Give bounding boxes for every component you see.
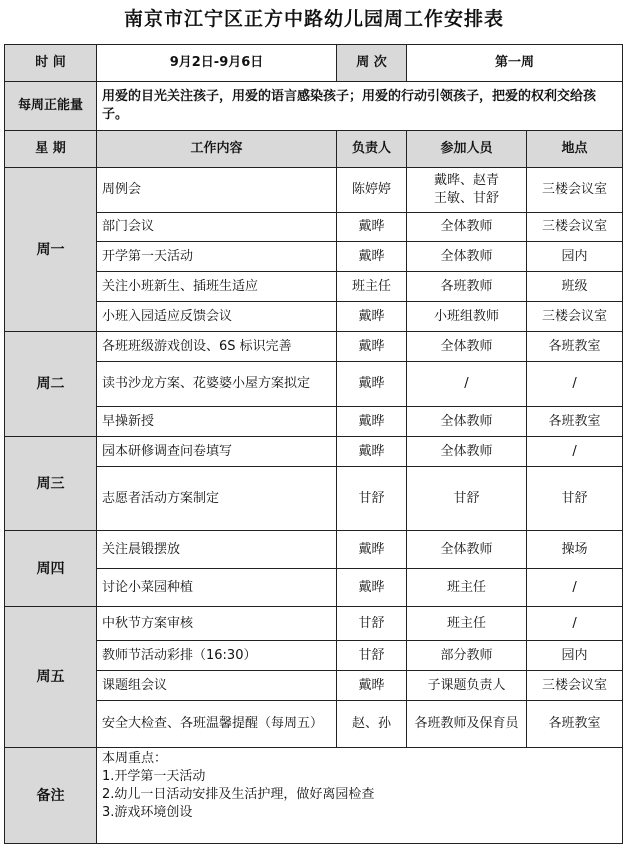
row-content: 各班班级游戏创设、6S 标识完善 <box>97 332 337 362</box>
row-content: 园本研修调查问卷填写 <box>97 437 337 467</box>
row-content: 课题组会议 <box>97 671 337 701</box>
row-owner: 戴晔 <box>337 242 407 272</box>
column-header-row <box>5 131 623 168</box>
row-owner: 戴晔 <box>337 302 407 332</box>
row-participants: 小班组教师 <box>407 302 527 332</box>
row-content: 读书沙龙方案、花婆婆小屋方案拟定 <box>97 362 337 407</box>
page-title: 南京市江宁区正方中路幼儿园周工作安排表 <box>123 8 504 30</box>
row-owner: 戴晔 <box>337 437 407 467</box>
energy-text: 用爱的目光关注孩子，用爱的语言感染孩子；用爱的行动引领孩子，把爱的权利交给孩子。 <box>97 82 623 131</box>
row-content: 讨论小菜园种植 <box>97 569 337 607</box>
energy-label: 每周正能量 <box>5 82 97 131</box>
row-content: 关注小班新生、插班生适应 <box>97 272 337 302</box>
row-participants: 全体教师 <box>407 531 527 569</box>
row-location: 各班教室 <box>527 332 623 362</box>
row-owner: 甘舒 <box>337 607 407 641</box>
table-row <box>5 407 623 437</box>
col-content: 工作内容 <box>97 131 337 168</box>
row-participants: 戴晔、赵青 王敏、甘舒 <box>407 168 527 213</box>
row-participants: 全体教师 <box>407 242 527 272</box>
row-location: 三楼会议室 <box>527 213 623 242</box>
table-row <box>5 531 623 569</box>
row-location: 园内 <box>527 641 623 671</box>
row-owner: 戴晔 <box>337 531 407 569</box>
row-participants: 全体教师 <box>407 332 527 362</box>
row-content: 关注晨锻摆放 <box>97 531 337 569</box>
row-content: 早操新授 <box>97 407 337 437</box>
week-label: 周 次 <box>337 45 407 82</box>
row-location: 三楼会议室 <box>527 302 623 332</box>
row-participants: 全体教师 <box>407 213 527 242</box>
row-owner: 赵、孙 <box>337 701 407 748</box>
row-content: 周例会 <box>97 168 337 213</box>
notes-heading: 本周重点： <box>102 751 168 766</box>
row-owner: 戴晔 <box>337 362 407 407</box>
table-row <box>5 168 623 213</box>
row-location: 甘舒 <box>527 467 623 531</box>
row-location: 三楼会议室 <box>527 671 623 701</box>
col-participants: 参加人员 <box>407 131 527 168</box>
row-participants: / <box>407 362 527 407</box>
table-row <box>5 641 623 671</box>
row-content: 部门会议 <box>97 213 337 242</box>
time-label: 时 间 <box>5 45 97 82</box>
row-participants: 全体教师 <box>407 407 527 437</box>
row-participants: 班主任 <box>407 607 527 641</box>
day-wednesday: 周三 <box>5 437 97 531</box>
row-location: 操场 <box>527 531 623 569</box>
notes-row <box>5 748 623 844</box>
notes-content <box>97 748 623 844</box>
row-owner: 陈婷婷 <box>337 168 407 213</box>
table-row <box>5 302 623 332</box>
table-row <box>5 569 623 607</box>
row-owner: 戴晔 <box>337 213 407 242</box>
header-row <box>5 45 623 82</box>
row-owner: 甘舒 <box>337 641 407 671</box>
notes-item: 1.开学第一天活动 <box>102 769 206 784</box>
row-owner: 戴晔 <box>337 332 407 362</box>
row-owner: 戴晔 <box>337 671 407 701</box>
table-row <box>5 437 623 467</box>
col-location: 地点 <box>527 131 623 168</box>
row-content: 教师节活动彩排（16:30） <box>97 641 337 671</box>
day-monday: 周一 <box>5 168 97 332</box>
table-row <box>5 701 623 748</box>
table-row <box>5 362 623 407</box>
row-location: / <box>527 362 623 407</box>
notes-item: 2.幼儿一日活动安排及生活护理，做好离园检查 <box>102 787 375 802</box>
row-location: 班级 <box>527 272 623 302</box>
row-owner: 戴晔 <box>337 569 407 607</box>
week-value: 第一周 <box>407 45 623 82</box>
day-friday: 周五 <box>5 607 97 748</box>
table-row <box>5 272 623 302</box>
row-location: / <box>527 569 623 607</box>
row-owner: 戴晔 <box>337 407 407 437</box>
row-participants: 班主任 <box>407 569 527 607</box>
row-content: 志愿者活动方案制定 <box>97 467 337 531</box>
day-thursday: 周四 <box>5 531 97 607</box>
table-row <box>5 467 623 531</box>
energy-row <box>5 82 623 131</box>
row-owner: 班主任 <box>337 272 407 302</box>
row-location: 园内 <box>527 242 623 272</box>
row-content: 中秋节方案审核 <box>97 607 337 641</box>
row-owner: 甘舒 <box>337 467 407 531</box>
notes-label: 备注 <box>5 748 97 844</box>
row-participants: 甘舒 <box>407 467 527 531</box>
row-participants: 全体教师 <box>407 437 527 467</box>
day-tuesday: 周二 <box>5 332 97 437</box>
row-content: 小班入园适应反馈会议 <box>97 302 337 332</box>
table-row <box>5 607 623 641</box>
col-day: 星 期 <box>5 131 97 168</box>
row-participants: 部分教师 <box>407 641 527 671</box>
row-location: 三楼会议室 <box>527 168 623 213</box>
notes-item: 3.游戏环境创设 <box>102 805 193 820</box>
row-participants: 各班教师及保育员 <box>407 701 527 748</box>
table-row <box>5 332 623 362</box>
table-row <box>5 242 623 272</box>
row-content: 开学第一天活动 <box>97 242 337 272</box>
table-row <box>5 671 623 701</box>
row-content: 安全大检查、各班温馨提醒（每周五） <box>97 701 337 748</box>
row-location: / <box>527 437 623 467</box>
row-location: 各班教室 <box>527 407 623 437</box>
schedule-table <box>4 44 623 844</box>
row-location: 各班教室 <box>527 701 623 748</box>
row-location: / <box>527 607 623 641</box>
table-row <box>5 213 623 242</box>
col-owner: 负责人 <box>337 131 407 168</box>
date-range: 9月2日-9月6日 <box>97 45 337 82</box>
row-participants: 各班教师 <box>407 272 527 302</box>
row-participants: 子课题负责人 <box>407 671 527 701</box>
